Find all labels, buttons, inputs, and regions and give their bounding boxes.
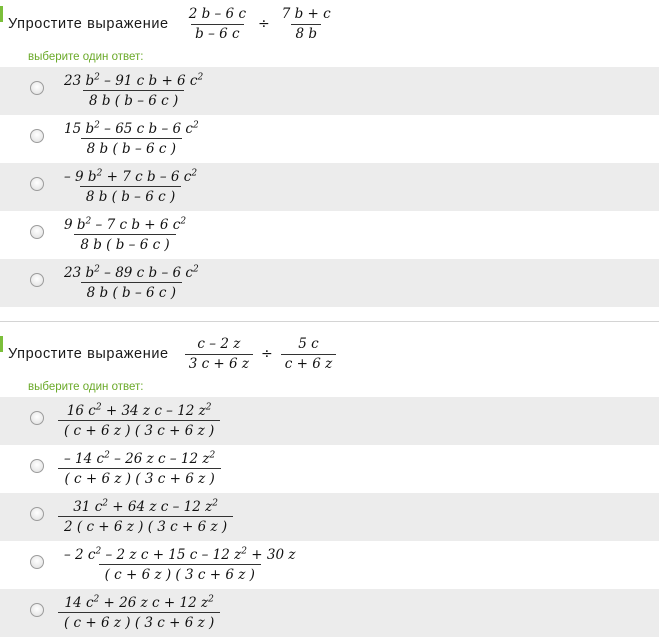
answer-numerator: 14 $c^2 + 26$ z c + 12 $z^2$: [64, 594, 214, 611]
answer-option-1-3[interactable]: [0, 163, 659, 211]
answer-option-1-5[interactable]: [0, 259, 659, 307]
question-header-2: [0, 330, 659, 379]
answer-denominator: 8 b ( b – 6 c ): [83, 90, 184, 109]
fraction-denominator: c + 6 z: [281, 354, 336, 373]
answer-list-2: [0, 397, 659, 641]
answer-option-2-4[interactable]: [0, 541, 659, 589]
answer-denominator: 8 b ( b – 6 c ): [81, 282, 182, 301]
question-marker-icon: [0, 336, 3, 352]
answer-numerator: – 9 $b^2 + 7$ c b – 6 $c^2$: [64, 168, 198, 185]
answer-numerator: 23 $b^2 - 89$ c b – 6 $c^2$: [64, 264, 199, 281]
answer-numerator: 31 $c^2 + 64$ z c – 12 $z^2$: [73, 498, 218, 515]
answer-numerator: – 2 $c^2 - 2$ z c + 15 c – 12 $z^2 + 30$ z: [64, 546, 296, 563]
answer-option-1-4[interactable]: [0, 211, 659, 259]
operator-symbol: ÷: [258, 16, 270, 33]
question-header-1: [0, 0, 659, 49]
answer-denominator: 2 ( c + 6 z ) ( 3 c + 6 z ): [58, 516, 233, 535]
answer-math: [58, 121, 205, 157]
answer-denominator: ( c + 6 z ) ( 3 c + 6 z ): [99, 564, 261, 583]
radio-button-icon[interactable]: [30, 129, 44, 143]
fraction-numerator: 5 c: [298, 335, 319, 352]
question-block-1: [0, 0, 659, 311]
answer-denominator: 8 b ( b – 6 c ): [74, 234, 175, 253]
fraction-denominator: b – 6 c: [191, 24, 243, 43]
answer-denominator: ( c + 6 z ) ( 3 c + 6 z ): [58, 420, 220, 439]
answer-math: [58, 73, 209, 109]
radio-button-icon[interactable]: [30, 603, 44, 617]
page-title: Упростите выражение: [8, 16, 169, 33]
question-expression-2: [185, 336, 337, 373]
fraction-2: [278, 6, 335, 43]
fraction-numerator: 7 b + c: [281, 6, 331, 22]
radio-button-icon[interactable]: [30, 177, 44, 191]
answer-math: [58, 451, 221, 487]
answer-option-2-1[interactable]: [0, 397, 659, 445]
answer-option-1-1[interactable]: [0, 67, 659, 115]
answer-denominator: ( c + 6 z ) ( 3 c + 6 z ): [58, 612, 220, 631]
fraction-numerator: 2 b – 6 c: [188, 6, 246, 22]
answer-math: [58, 499, 233, 535]
radio-button-icon[interactable]: [30, 411, 44, 425]
answer-math: [58, 595, 220, 631]
answer-option-2-2[interactable]: [0, 445, 659, 493]
answer-numerator: – 14 $c^2 - 26$ z c – 12 $z^2$: [64, 450, 216, 467]
answer-list-1: [0, 67, 659, 311]
page-title: Упростите выражение: [8, 346, 169, 363]
fraction-denominator: 8 b: [291, 24, 321, 43]
fraction-denominator: 3 c + 6 z: [185, 354, 253, 373]
radio-button-icon[interactable]: [30, 555, 44, 569]
radio-button-icon[interactable]: [30, 225, 44, 239]
radio-button-icon[interactable]: [30, 507, 44, 521]
fraction-1: [185, 6, 250, 43]
answer-math: [58, 217, 192, 253]
answer-math: [58, 403, 220, 439]
section-divider: [0, 321, 659, 322]
answer-denominator: ( c + 6 z ) ( 3 c + 6 z ): [58, 468, 220, 487]
fraction-1: [185, 336, 253, 373]
radio-button-icon[interactable]: [30, 81, 44, 95]
answer-denominator: 8 b ( b – 6 c ): [80, 186, 181, 205]
operator-symbol: ÷: [261, 346, 273, 363]
answer-hint-1: выберите один ответ:: [28, 50, 144, 63]
answer-denominator: 8 b ( b – 6 c ): [81, 138, 182, 157]
fraction-numerator: c – 2 z: [197, 335, 241, 352]
answer-hint-2: выберите один ответ:: [28, 380, 144, 393]
radio-button-icon[interactable]: [30, 459, 44, 473]
answer-numerator: 15 $b^2 - 65$ c b – 6 $c^2$: [64, 120, 199, 137]
question-expression-1: [185, 6, 335, 43]
question-marker-icon: [0, 6, 3, 22]
answer-math: [58, 265, 205, 301]
answer-option-1-2[interactable]: [0, 115, 659, 163]
question-block-2: [0, 324, 659, 641]
answer-numerator: 23 $b^2 - 91$ c b + 6 $c^2$: [64, 72, 204, 89]
answer-numerator: 9 $b^2 - 7$ c b + 6 $c^2$: [64, 216, 187, 233]
answer-numerator: 16 $c^2 + 34$ z c – 12 $z^2$: [66, 402, 212, 419]
answer-math: [58, 169, 203, 205]
fraction-2: [281, 336, 336, 373]
radio-button-icon[interactable]: [30, 273, 44, 287]
answer-math: [58, 547, 301, 583]
answer-option-2-3[interactable]: [0, 493, 659, 541]
answer-option-2-5[interactable]: [0, 589, 659, 637]
